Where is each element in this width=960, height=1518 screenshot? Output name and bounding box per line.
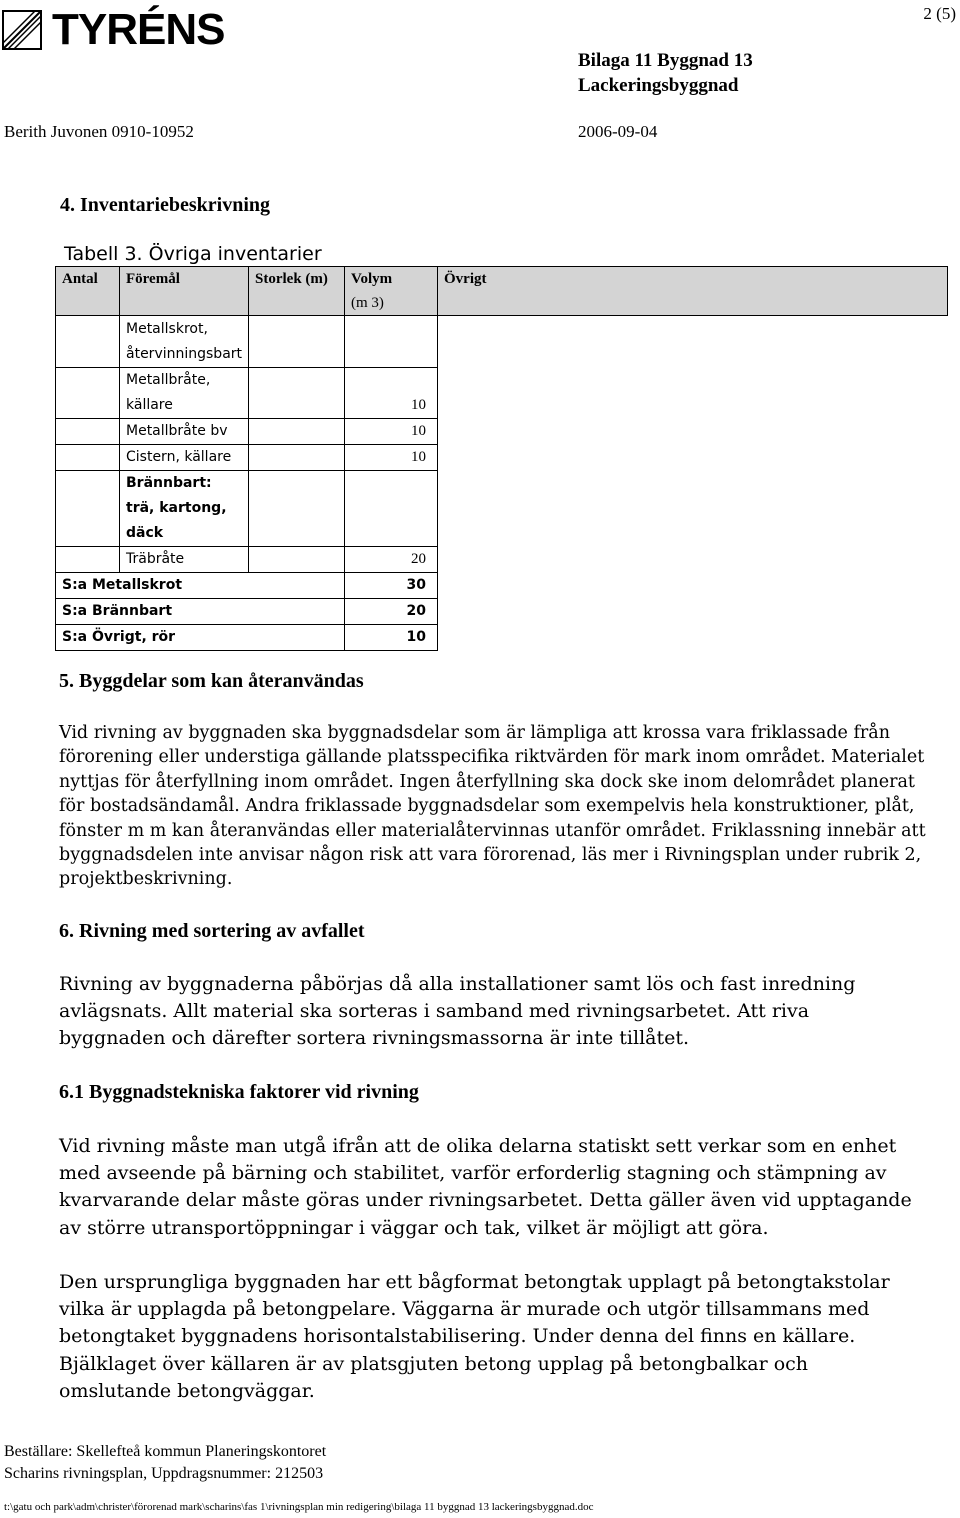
- section-6-1-heading: 6.1 Byggnadstekniska faktorer vid rivning: [59, 1081, 419, 1103]
- text-line: Bjälklaget över källaren är av platsgjuten betong upplag på betongbalkar och: [59, 1352, 809, 1375]
- col-volym: [345, 267, 438, 316]
- table-row: [56, 445, 948, 471]
- sum-value: 20: [345, 599, 438, 625]
- table-caption: Tabell 3. Övriga inventarier: [64, 243, 322, 265]
- text-line: byggnadsdelen inte anvisar någon risk att vara förorenad, läs mer i Rivningsplan under rubrik 2,: [59, 845, 922, 866]
- sum-value: 30: [345, 573, 438, 599]
- sum-label: S:a Metallskrot: [56, 573, 345, 599]
- inventory-table: [55, 266, 948, 651]
- col-volym-label: Volym: [351, 271, 393, 287]
- section-6-1-para-1: [59, 1133, 939, 1242]
- text-line: vilka är upplagda på betongpelare. Väggarna är murade och utgör tillsammans med: [59, 1298, 870, 1321]
- volume-cell: 10: [345, 419, 438, 445]
- col-volym-unit: (m 3): [351, 295, 384, 311]
- table-row: [56, 471, 948, 547]
- sum-value: 10: [345, 625, 438, 651]
- author: Berith Juvonen 0910-10952: [4, 122, 194, 141]
- text-line: med avseende på bärning och stabilitet, varför erforderlig stagning och stämpning av: [59, 1162, 887, 1185]
- footer-file-path: t:\gatu och park\adm\christer\förorenad mark\scharins\fas 1\rivningsplan min redigering\bilaga 11 byggnad 13 lackeringsbyggnad.doc: [4, 1501, 594, 1513]
- bilaga-line-2: Lackeringsbyggnad: [578, 75, 739, 96]
- col-antal: Antal: [56, 267, 120, 316]
- section-6-1-para-2: [59, 1269, 939, 1405]
- page-number: 2 (5): [923, 4, 956, 23]
- col-storlek: Storlek (m): [249, 267, 345, 316]
- item-cell: Cistern, källare: [120, 445, 249, 471]
- sum-label: S:a Brännbart: [56, 599, 345, 625]
- footer: [4, 1441, 326, 1485]
- item-cell: Metallbråte bv: [120, 419, 249, 445]
- item-cell: Träbråte: [120, 547, 249, 573]
- item-cell: Metallbråte, källare: [120, 368, 249, 419]
- sum-label: S:a Övrigt, rör: [56, 625, 345, 651]
- item-cell: Metallskrot, återvinningsbart: [120, 316, 249, 368]
- footer-client: Beställare: Skellefteå kommun Planeringskontoret: [4, 1443, 327, 1460]
- section-4-heading: 4. Inventariebeskrivning: [60, 194, 271, 216]
- volume-cell: [345, 471, 438, 547]
- tyrens-logo-icon: [2, 10, 42, 50]
- text-line: fönster m m kan återanvändas eller materialåtervinnas utanför området. Friklassning innebär att: [59, 820, 926, 841]
- table-row-sum: [56, 573, 948, 599]
- text-line: kvarvarande delar måste göras under rivningsarbetet. Detta gäller även vid upptagande: [59, 1189, 912, 1212]
- footer-project: Scharins rivningsplan, Uppdragsnummer: 212503: [4, 1465, 324, 1482]
- text-line: Vid rivning måste man utgå ifrån att de olika delarna statiskt sett verkar som en enhet: [59, 1135, 897, 1157]
- table-row: [56, 316, 948, 368]
- text-line: avlägsnats. Allt material ska sorteras i samband med rivningsarbetet. Att riva: [59, 1000, 810, 1023]
- volume-cell: 20: [345, 547, 438, 573]
- document-title: [578, 48, 753, 98]
- text-line: projektbeskrivning.: [59, 869, 233, 890]
- logo-text: TYRÉNS: [52, 5, 225, 54]
- table-row: [56, 368, 948, 419]
- section-5-heading: 5. Byggdelar som kan återanvändas: [59, 670, 364, 692]
- item-cell: Brännbart: trä, kartong, däck: [120, 471, 249, 547]
- text-line: omslutande betongväggar.: [59, 1379, 315, 1402]
- table-row-sum: [56, 625, 948, 651]
- text-line: av större utransportöppningar i väggar och tak, vilket är möjligt att göra.: [59, 1216, 769, 1239]
- tyrens-logo: [2, 5, 242, 56]
- text-line: för bostadsändamål. Andra friklassade byggnadsdelar som exempelvis hela konstruktioner, plåt,: [59, 796, 915, 817]
- volume-cell: 10: [345, 445, 438, 471]
- text-line: betongtaket byggnadens horisontalstabilisering. Under denna del finns en källare.: [59, 1325, 856, 1348]
- text-line: nyttjas för återfyllning inom området. Ingen återfyllning ska dock ske inom delområdet planerat: [59, 771, 915, 792]
- text-line: Vid rivning av byggnaden ska byggnadsdelar som är lämpliga att krossa vara friklassade från: [59, 723, 890, 743]
- col-foremal: Föremål: [120, 267, 249, 316]
- section-5-text: [59, 721, 939, 892]
- section-6-text: [59, 971, 939, 1053]
- text-line: Den ursprungliga byggnaden har ett bågformat betongtak upplagt på betongtakstolar: [59, 1271, 890, 1293]
- col-ovrigt: Övrigt: [438, 267, 948, 316]
- table-header-row: [56, 267, 948, 316]
- text-line: Rivning av byggnaderna påbörjas då alla installationer samt lös och fast inredning: [59, 973, 856, 995]
- text-line: förorening eller understiga gällande platsspecifika riktvärden för mark inom området. Materialet: [59, 747, 925, 768]
- table-row: [56, 419, 948, 445]
- table-row-sum: [56, 599, 948, 625]
- document-date: 2006-09-04: [578, 122, 658, 141]
- volume-cell: [345, 316, 438, 368]
- text-line: byggnaden och därefter sortera rivningsmassorna är inte tillåtet.: [59, 1027, 690, 1050]
- bilaga-line-1: Bilaga 11 Byggnad 13: [578, 50, 753, 71]
- volume-cell: 10: [345, 368, 438, 419]
- table-row: [56, 547, 948, 573]
- section-6-heading: 6. Rivning med sortering av avfallet: [59, 920, 365, 942]
